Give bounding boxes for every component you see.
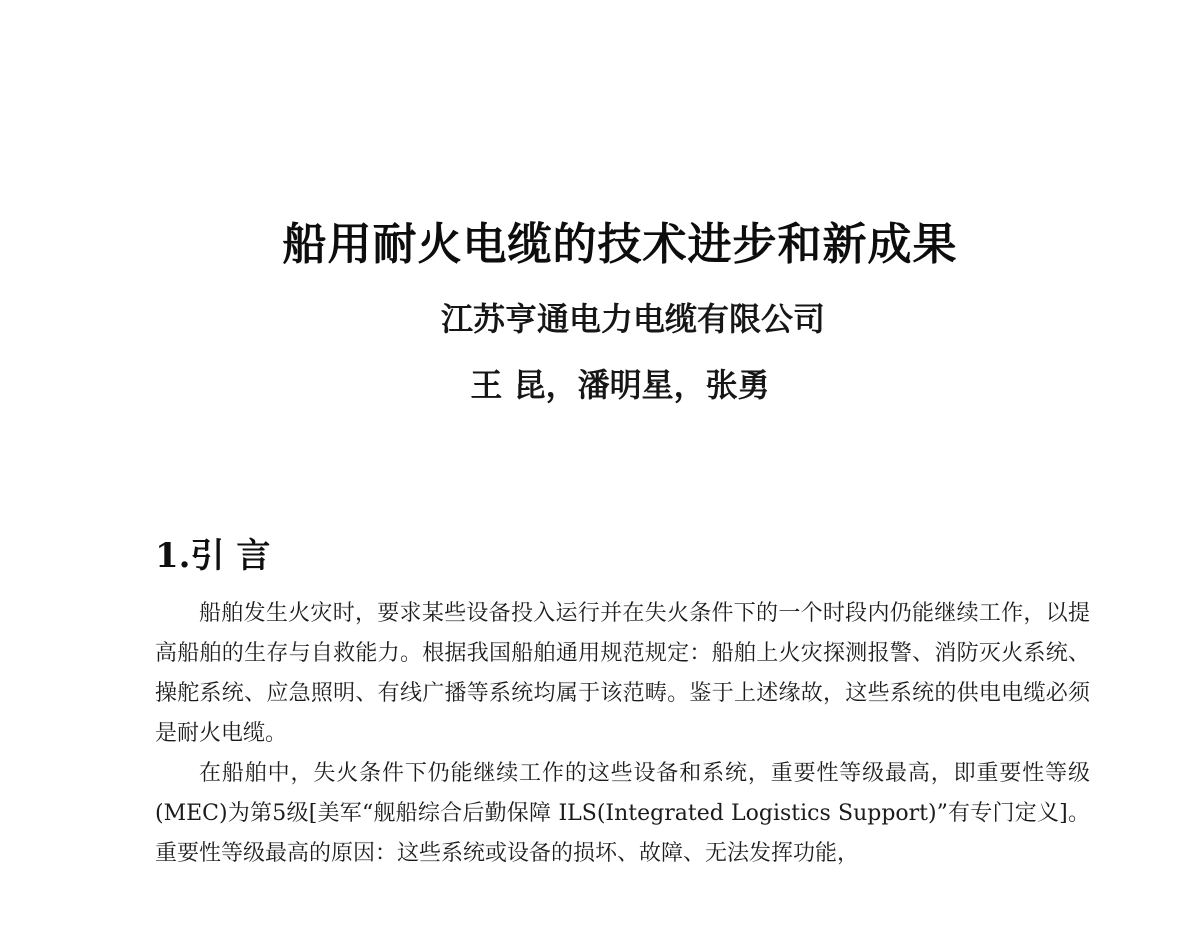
paragraph: 在船舶中，失火条件下仍能继续工作的这些设备和系统，重要性等级最高，即重要性等级(MEC)为第5级[美军“舰船综合后勤保障 ILS(Integrated Logistics Support)”有专门定义]。重要性等级最高的原因：这些系统或设备的损坏、故障、无法发挥功能， bbox=[155, 761, 1090, 866]
author-list: 王 昆，潘明星，张勇 bbox=[470, 366, 770, 404]
paper-title: 船用耐火电缆的技术进步和新成果 bbox=[282, 219, 958, 271]
section-body bbox=[155, 594, 1090, 874]
affiliation: 江苏亨通电力电缆有限公司 bbox=[440, 300, 825, 338]
section-heading-introduction: 1.引 言 bbox=[155, 536, 271, 577]
paragraph: 船舶发生火灾时，要求某些设备投入运行并在失火条件下的一个时段内仍能继续工作，以提高船舶的生存与自救能力。根据我国船舶通用规范规定：船舶上火灾探测报警、消防灭火系统、操舵系统、应急照明、有线广播等系统均属于该范畴。鉴于上述缘故，这些系统的供电电缆必须是耐火电缆。 bbox=[155, 601, 1090, 746]
